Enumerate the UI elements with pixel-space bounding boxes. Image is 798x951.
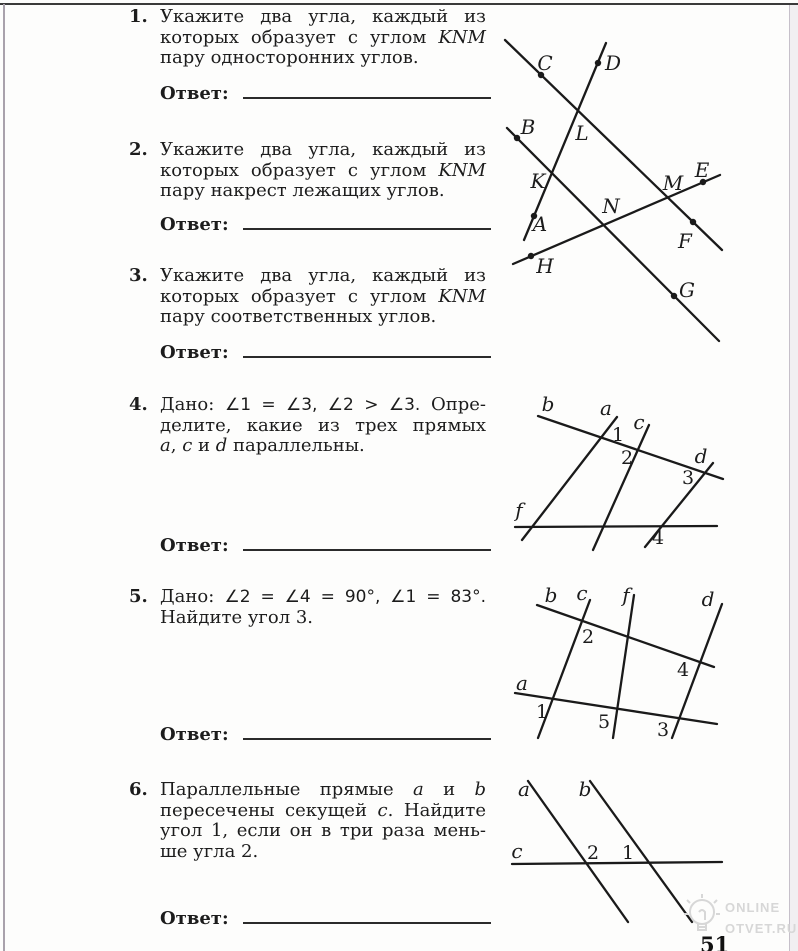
ray-mark-B — [514, 135, 520, 141]
answer-6-blank — [243, 907, 491, 924]
line-label-d: d — [701, 587, 715, 611]
line-label-b: b — [578, 777, 592, 801]
point-label-K: K — [530, 169, 546, 193]
ray-mark-G — [671, 293, 677, 299]
top-border-line — [0, 3, 798, 5]
answer-5-label: Ответ: — [160, 724, 229, 745]
problem-4-text: Дано: ∠1 = ∠3, ∠2 > ∠3. Опре- делите, какие из трех прямых a, c и d параллельны. — [160, 394, 486, 456]
problem-6-number: 6. — [129, 779, 148, 800]
line-label-b: b — [544, 585, 558, 607]
ray-mark-D — [595, 60, 601, 66]
line-label-c: c — [633, 410, 645, 434]
angle-label-1: 1 — [621, 842, 635, 864]
point-label-E: E — [694, 158, 710, 182]
line-label-c: c — [576, 585, 588, 605]
diagram-problem-5 — [505, 585, 735, 750]
problem-4-number: 4. — [129, 394, 148, 415]
answer-row-3 — [160, 341, 491, 363]
line-label-f: f — [622, 585, 630, 607]
problem-1-number: 1. — [129, 6, 148, 27]
answer-3-label: Ответ: — [160, 342, 229, 363]
angle-label-4: 4 — [676, 659, 690, 681]
problem-3-text: Укажите два угла, каждый из которых образует с углом KNM пару соответственных углов. — [160, 265, 486, 327]
line-f — [613, 595, 634, 738]
angle-label-3: 3 — [681, 467, 695, 489]
problem-5-number: 5. — [129, 586, 148, 607]
line-label-a: a — [600, 396, 612, 420]
answer-3-blank — [243, 341, 491, 358]
line-label-a: a — [516, 671, 528, 695]
line-label-c: c — [511, 839, 523, 863]
left-border-line — [3, 4, 5, 951]
answer-row-2 — [160, 213, 491, 235]
answer-row-4 — [160, 534, 491, 556]
line-label-d: d — [694, 444, 708, 468]
point-label-G: G — [679, 278, 695, 302]
answer-2-label: Ответ: — [160, 214, 229, 235]
angle-label-2: 2 — [581, 626, 595, 648]
line-c — [512, 862, 722, 864]
point-label-N: N — [602, 194, 620, 218]
line-label-f: f — [515, 498, 523, 522]
line-D-L-K-A — [524, 43, 606, 240]
angle-label-2: 2 — [586, 842, 600, 864]
answer-5-blank — [243, 723, 491, 740]
problem-3-number: 3. — [129, 265, 148, 286]
point-label-M: M — [662, 171, 684, 195]
answer-6-label: Ответ: — [160, 908, 229, 929]
point-label-H: H — [536, 254, 554, 278]
angle-label-4: 4 — [651, 527, 665, 549]
answer-4-blank — [243, 534, 491, 551]
answer-1-label: Ответ: — [160, 83, 229, 104]
problem-5-text: Дано: ∠2 = ∠4 = 90°, ∠1 = 83°. Найдите угол 3. — [160, 586, 486, 628]
line-label-a: a — [518, 777, 530, 801]
diagram-problem-4 — [505, 395, 735, 560]
angle-label-3: 3 — [656, 719, 670, 741]
watermark-line1: ONLINE — [725, 900, 781, 915]
answer-row-6 — [160, 907, 491, 929]
problem-1-text: Укажите два угла, каждый из которых образует с углом KNM пару односторонних углов. — [160, 6, 486, 68]
answer-1-blank — [243, 82, 491, 99]
problem-6-text: Параллельные прямые a и b пересечены секущей c. Найдите угол 1, если он в три раза мень- ше угла 2. — [160, 779, 487, 862]
line-label-b: b — [541, 395, 555, 416]
ray-mark-H — [528, 253, 534, 259]
point-label-B: B — [520, 115, 536, 139]
angle-label-5: 5 — [597, 711, 611, 733]
answer-4-label: Ответ: — [160, 535, 229, 556]
answer-row-5 — [160, 723, 491, 745]
point-label-D: D — [604, 51, 622, 75]
line-a — [528, 781, 628, 922]
problem-2-number: 2. — [129, 139, 148, 160]
point-label-C: C — [537, 51, 553, 75]
point-label-F: F — [678, 229, 692, 253]
point-label-L: L — [575, 121, 589, 145]
angle-label-1: 1 — [611, 424, 625, 446]
diagram-knm-lines — [495, 30, 795, 345]
ray-mark-F — [690, 219, 696, 225]
answer-2-blank — [243, 213, 491, 230]
line-b — [590, 781, 692, 922]
point-label-A: A — [532, 212, 548, 236]
problem-2-text: Укажите два угла, каждый из которых образует с углом KNM пару накрест лежащих углов. — [160, 139, 486, 201]
page-number: 51 — [700, 932, 730, 951]
watermark-line2: OTVET.RU — [725, 920, 798, 936]
angle-label-2: 2 — [620, 447, 634, 469]
line-f — [515, 526, 717, 527]
site-watermark — [681, 890, 797, 942]
answer-row-1 — [160, 82, 491, 104]
line-a — [522, 417, 617, 540]
angle-label-1: 1 — [535, 701, 549, 723]
